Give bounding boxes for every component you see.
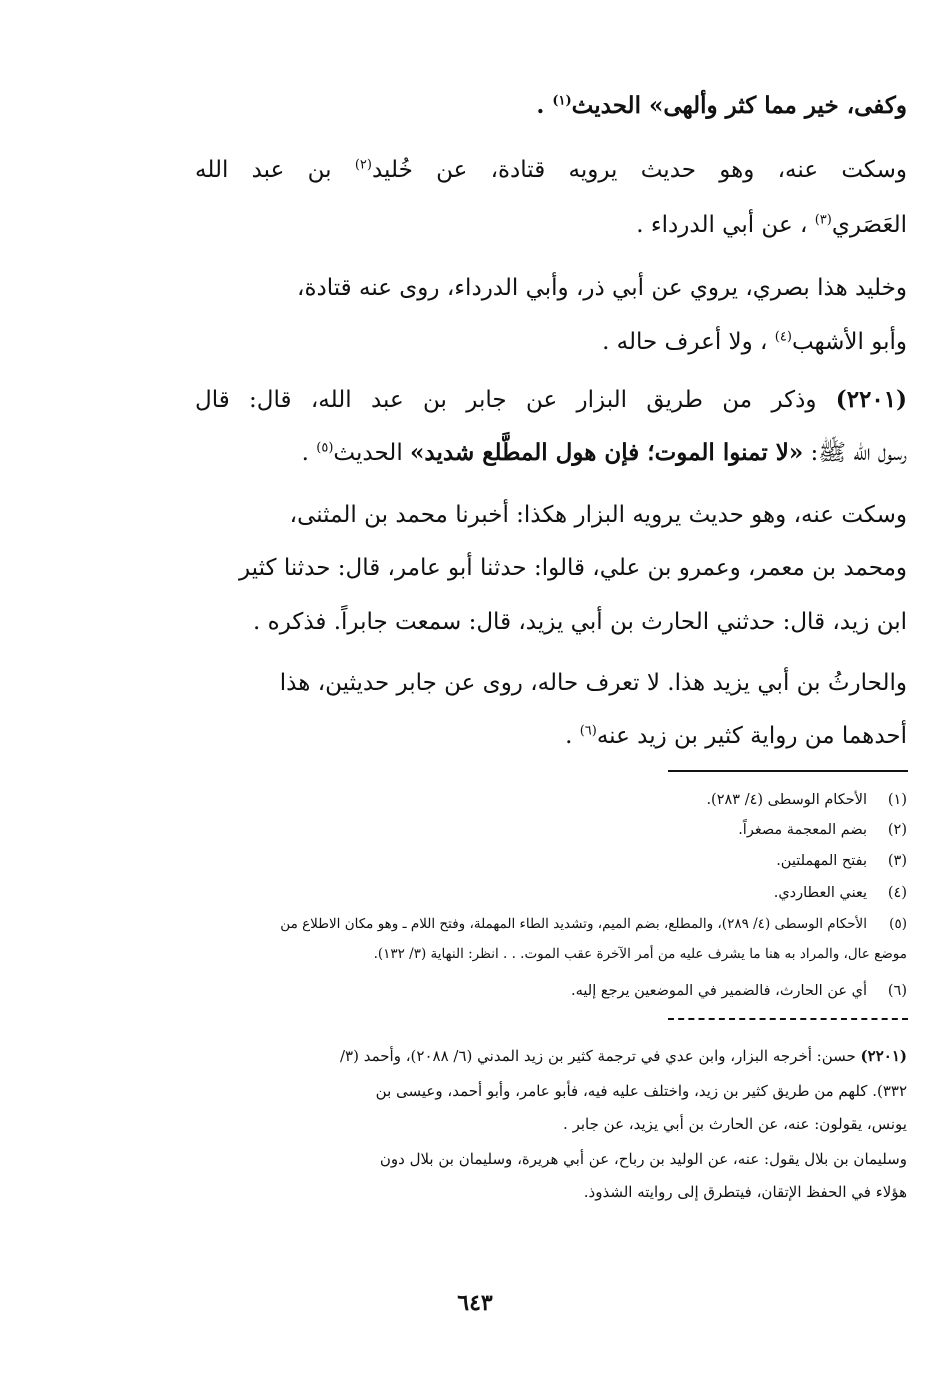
text-span: ابن زيد، قال: حدثني الحارث بن أبي يزيد، قال: سمعت جابراً. فذكره . xyxy=(253,609,907,635)
main-line-4 xyxy=(195,268,907,308)
footnote-ref: (٤) xyxy=(774,329,792,345)
footnote-5-cont xyxy=(195,940,907,968)
text-span: العَصَري xyxy=(831,212,907,238)
footnote-5 xyxy=(195,910,907,938)
main-line-6 xyxy=(195,380,907,420)
footnote-ref: (٣) xyxy=(814,212,832,228)
hadith-number: (٢٢٠١) xyxy=(860,1047,907,1065)
footnote-separator xyxy=(668,770,908,772)
footnote-ref: (١) xyxy=(552,93,572,109)
footnote-number: (٥) xyxy=(889,916,907,932)
main-line-9 xyxy=(195,548,907,588)
footnote-text: يعني العطاردي. xyxy=(773,885,867,901)
footnote-4 xyxy=(195,879,907,907)
footnote-ref: (٦) xyxy=(579,723,597,739)
page-number: ٦٤٣ xyxy=(457,1290,493,1316)
main-line-12 xyxy=(195,716,907,756)
takhrij-text: وسليمان بن بلال يقول: عنه، عن الوليد بن رباح، عن أبي هريرة، وسليمان بن بلال دون xyxy=(379,1150,907,1168)
text-span: . xyxy=(301,440,317,466)
text-span: الحديث xyxy=(333,440,411,466)
text-span: وكفى، خير مما كثر وألهى» الحديث xyxy=(571,92,907,119)
takhrij-text: هؤلاء في الحفظ الإتقان، فيتطرق إلى روايته الشذوذ. xyxy=(583,1183,907,1201)
hadith-quote: «لا تمنوا الموت؛ فإن هول المطَّلع شديد» xyxy=(410,439,804,466)
footnote-text: الأحكام الوسطى (٤/ ٢٨٩)، والمطلع، بضم الميم، وتشديد الطاء المهملة، وفتح اللام ـ وهو مكان الاطلاع من xyxy=(280,916,867,932)
text-span: بن عبد الله xyxy=(195,157,355,183)
text-span: وسكت عنه، وهو حديث يرويه قتادة، عن خُليد xyxy=(371,157,907,183)
hadith-number: (٢٢٠١) xyxy=(835,386,907,413)
main-line-8 xyxy=(195,495,907,535)
footnote-text: موضع عال، والمراد به هنا ما يشرف عليه من أمر الآخرة عقب الموت. . . انظر: النهاية (٣/ ١٣٢). xyxy=(373,946,907,962)
text-span: وسكت عنه، وهو حديث يرويه البزار هكذا: أخبرنا محمد بن المثنى، xyxy=(289,502,907,528)
takhrij-text: يونس، يقولون: عنه، عن الحارث بن أبي يزيد، عن جابر . xyxy=(563,1115,907,1133)
footnote-6 xyxy=(195,977,907,1005)
takhrij-separator xyxy=(668,1018,908,1020)
footnote-number: (٤) xyxy=(887,885,907,901)
footnote-ref: (٥) xyxy=(316,440,334,456)
text-span: وذكر من طريق البزار عن جابر بن عبد الله، قال: قال xyxy=(195,387,836,413)
text-span: ، ولا أعرف حاله . xyxy=(602,329,775,355)
text-span: رسول الله ﷺ: xyxy=(803,440,907,466)
footnote-text: الأحكام الوسطى (٤/ ٢٨٣). xyxy=(706,792,867,808)
takhrij-text: حسن: أخرجه البزار، وابن عدي في ترجمة كثير بن زيد المدني (٦/ ٢٠٨٨)، وأحمد (٣/ xyxy=(339,1047,861,1065)
main-line-2 xyxy=(195,150,907,190)
main-line-1 xyxy=(195,86,907,126)
text-span: ، عن أبي الدرداء . xyxy=(636,212,815,238)
footnote-1 xyxy=(195,786,907,814)
text-span: والحارثُ بن أبي يزيد هذا. لا تعرف حاله، روى عن جابر حديثين، هذا xyxy=(279,670,907,696)
takhrij-line-4 xyxy=(195,1143,907,1175)
text-span: ومحمد بن معمر، وعمرو بن علي، قالوا: حدثنا أبو عامر، قال: حدثنا كثير xyxy=(238,555,907,581)
footnote-text: بفتح المهملتين. xyxy=(776,853,867,869)
main-line-11 xyxy=(195,663,907,703)
main-line-10 xyxy=(195,602,907,642)
takhrij-line-3 xyxy=(195,1108,907,1140)
footnote-number: (١) xyxy=(887,792,907,808)
takhrij-line-2 xyxy=(195,1075,907,1107)
footnote-ref: (٢) xyxy=(354,157,372,173)
footnote-text: أي عن الحارث، فالضمير في الموضعين يرجع إليه. xyxy=(571,983,867,999)
main-line-5 xyxy=(195,322,907,362)
main-line-3 xyxy=(195,205,907,245)
footnote-number: (٦) xyxy=(887,983,907,999)
text-span: وخليد هذا بصري، يروي عن أبي ذر، وأبي الدرداء، روى عنه قتادة، xyxy=(297,275,907,301)
footnote-number: (٢) xyxy=(887,822,907,838)
footnote-text: بضم المعجمة مصغراً. xyxy=(738,822,867,838)
takhrij-line-5 xyxy=(195,1176,907,1208)
footnote-3 xyxy=(195,847,907,875)
footnote-2 xyxy=(195,816,907,844)
text-span: . xyxy=(565,723,580,749)
footnote-number: (٣) xyxy=(887,853,907,869)
text-span: . xyxy=(536,92,553,119)
takhrij-line-1 xyxy=(195,1040,907,1072)
text-span: أحدهما من رواية كثير بن زيد عنه xyxy=(596,723,907,749)
main-line-7 xyxy=(195,433,907,473)
text-span: وأبو الأشهب xyxy=(791,329,907,355)
takhrij-text: ٣٣٢). كلهم من طريق كثير بن زيد، واختلف عليه فيه، فأبو عامر، وأبو أحمد، وعيسى بن xyxy=(375,1082,907,1100)
